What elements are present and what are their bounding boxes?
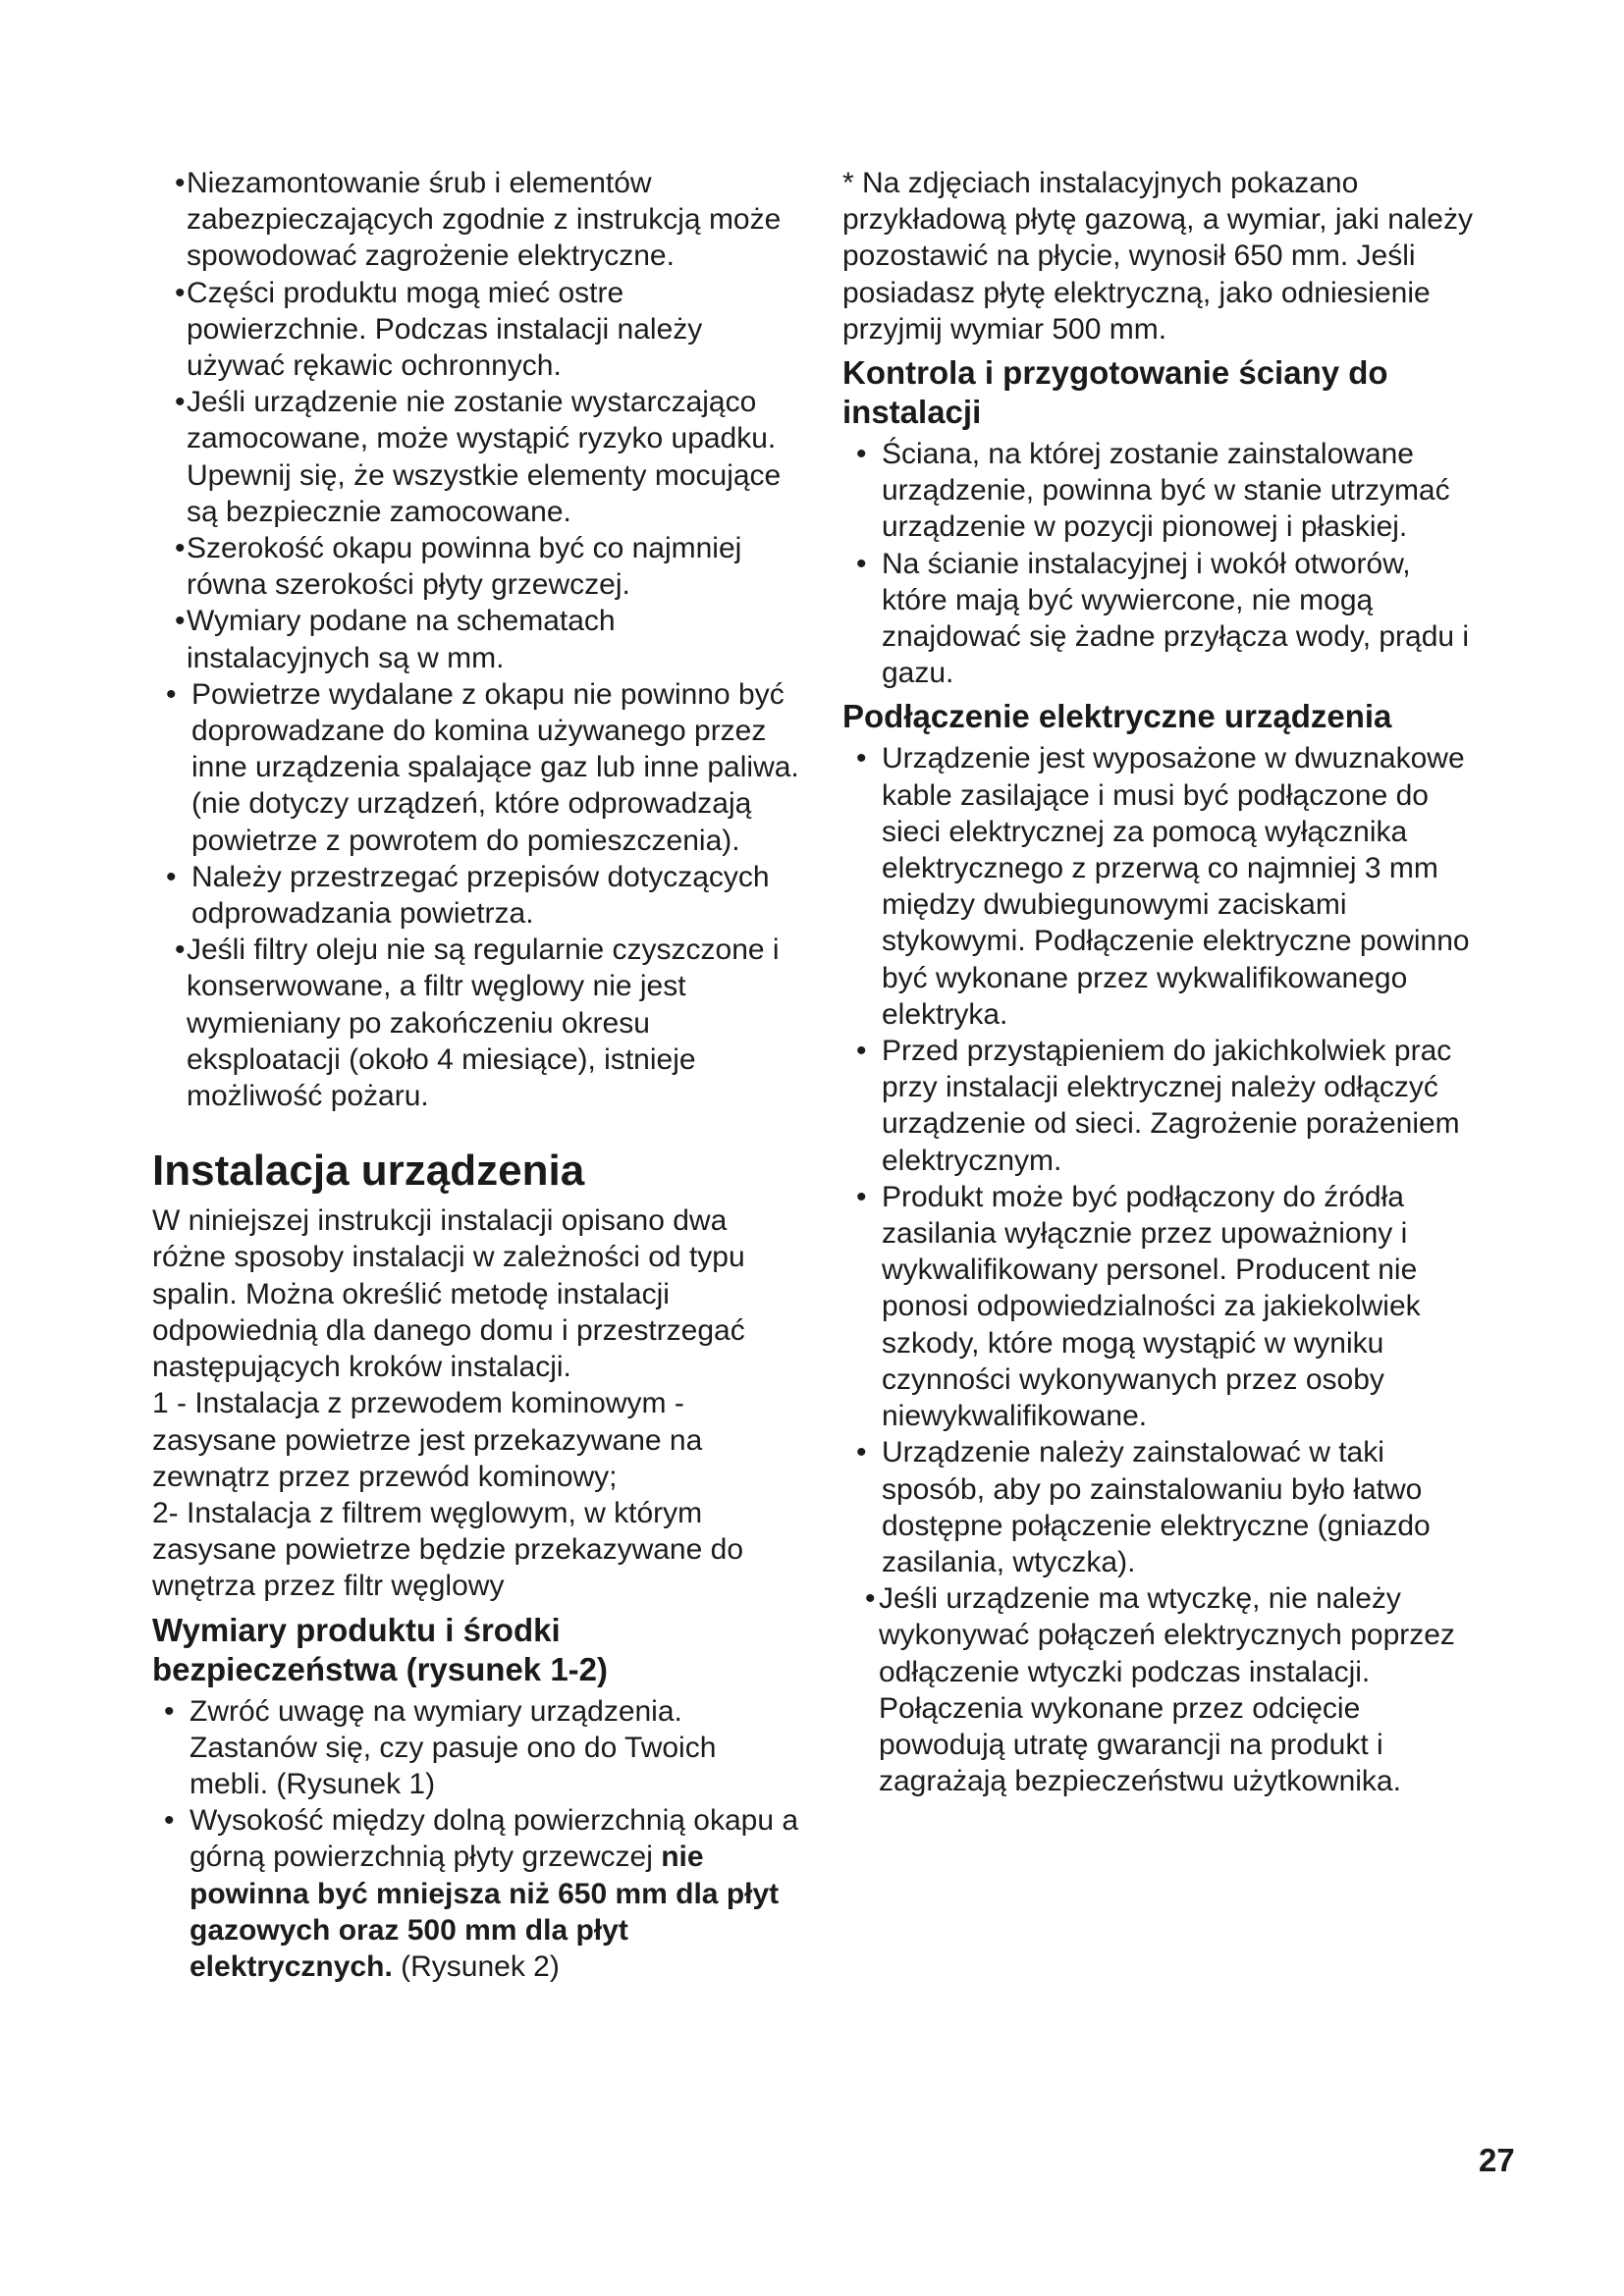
wall-item: • Ściana, na której zostanie zainstalowane urządzenie, powinna być w stanie utrzymać urządzenie w pozycji pionowej i płaskiej. xyxy=(856,438,1450,544)
bullet-mark: • xyxy=(856,1035,867,1068)
electrical-item: • Urządzenie należy zainstalować w taki sposób, aby po zainstalowaniu było łatwo dostępne połączenie elektryczne (gniazdo zasilania, wtyczka). xyxy=(856,1436,1431,1578)
left-column xyxy=(152,165,800,1985)
safety-item: • Powietrze wydalane z okapu nie powinno być doprowadzane do komina używanego przez inne urządzenia spalające gaz lub inne paliwa. (nie dotyczy urządzeń, które odprowadzają powietrze z powrotem do pomieszczenia). xyxy=(166,677,799,857)
bullet-mark: • xyxy=(175,532,186,565)
dimensions-bold-text: nie powinna być mniejsza niż 650 mm dla płyt gazowych oraz 500 mm dla płyt elektrycznych. xyxy=(189,1841,780,1983)
electrical-item: • Urządzenie jest wyposażone w dwuznakowe kable zasilające i musi być podłączone do sieci elektrycznej za pomocą wyłącznika elektrycznego z przerwą co najmniej 3 mm między dwubiegunowymi zaciskami stykowymi. Podłączenie elektryczne powinno być wykonane przez wykwalifikowanego elektryka. xyxy=(856,742,1470,1031)
safety-item: •Jeśli urządzenie nie zostanie wystarczająco zamocowane, może wystąpić ryzyko upadku. Upewnij się, że wszystkie elementy mocujące są bezpiecznie zamocowane. xyxy=(175,386,782,528)
install-option-2: 2- Instalacja z filtrem węglowym, w którym zasysane powietrze będzie przekazywane do wnętrza przez filtr węglowy xyxy=(152,1496,744,1603)
page-number: 27 xyxy=(1479,2142,1515,2178)
right-column xyxy=(842,165,1481,1799)
electrical-item: • Przed przystąpieniem do jakichkolwiek prac przy instalacji elektrycznej należy odłączyć urządzenie od sieci. Zagrożenie porażeniem elektrycznym. xyxy=(856,1035,1460,1177)
photo-note: * Na zdjęciach instalacyjnych pokazano przykładową płytę gazową, a wymiar, jaki należy pozostawić na płycie, wynosił 650 mm. Jeśli posiadasz płytę elektryczną, jako odniesienie przyjmij wymiar 500 mm. xyxy=(842,167,1473,346)
install-intro: W niniejszej instrukcji instalacji opisano dwa różne sposoby instalacji w zależności od typu spalin. Można określić metodę instalacji odpowiednią dla danego domu i przestrzegać następujących kroków instalacji. xyxy=(152,1204,745,1384)
safety-item: •Jeśli filtry oleju nie są regularnie czyszczone i konserwowane, a filtr węglowy nie jest wymieniany po zakończeniu okresu eksploatacji (około 4 miesiące), istnieje możliwość pożaru. xyxy=(175,934,780,1113)
bullet-mark: • xyxy=(164,1694,175,1728)
wall-heading: Kontrola i przygotowanie ściany do instalacji xyxy=(842,354,1388,431)
dimensions-heading: Wymiary produktu i środki bezpieczeństwa (rysunek 1-2) xyxy=(152,1611,608,1687)
bullet-mark: • xyxy=(865,1582,876,1616)
safety-item: •Szerokość okapu powinna być co najmniej równa szerokości płyty grzewczej. xyxy=(175,532,742,602)
safety-item: •Wymiary podane na schematach instalacyjnych są w mm. xyxy=(175,605,616,674)
wall-item: • Na ścianie instalacyjnej i wokół otworów, które mają być wywiercone, nie mogą znajdować się żadne przyłącza wody, prądu i gazu. xyxy=(856,547,1470,690)
safety-item: •Niezamontowanie śrub i elementów zabezpieczających zgodnie z instrukcją może spowodować zagrożenie elektryczne. xyxy=(175,167,782,273)
bullet-mark: • xyxy=(175,386,186,419)
safety-item: • Należy przestrzegać przepisów dotyczących odprowadzania powietrza. xyxy=(166,860,770,931)
electrical-list xyxy=(842,740,1481,1799)
bullet-mark: • xyxy=(166,677,177,711)
bullet-mark: • xyxy=(856,547,867,580)
safety-item: •Części produktu mogą mieć ostre powierzchnie. Podczas instalacji należy używać rękawic ochronnych. xyxy=(175,276,703,383)
bullet-mark: • xyxy=(175,605,186,638)
bullet-mark: • xyxy=(175,167,186,199)
bullet-mark: • xyxy=(856,438,867,471)
install-heading: Instalacja urządzenia xyxy=(152,1147,585,1196)
bullet-mark: • xyxy=(856,742,867,775)
bullet-mark: • xyxy=(856,1436,867,1469)
bullet-mark: • xyxy=(175,934,186,967)
install-option-1: 1 - Instalacja z przewodem kominowym - zasysane powietrze jest przekazywane na zewnątrz przez przewód kominowy; xyxy=(152,1387,703,1493)
dimensions-list xyxy=(152,1693,800,1986)
bullet-mark: • xyxy=(175,276,186,309)
wall-list xyxy=(842,436,1481,691)
bullet-mark: • xyxy=(856,1180,867,1213)
dimensions-item: • Zwróć uwagę na wymiary urządzenia. Zastanów się, czy pasuje ono do Twoich mebli. (Rysunek 1) xyxy=(164,1694,717,1800)
bullet-mark: • xyxy=(166,860,177,893)
electrical-item: • Jeśli urządzenie ma wtyczkę, nie należy wykonywać połączeń elektrycznych poprzez odłączenie wtyczki podczas instalacji. Połączenia wykonane przez odcięcie powodują utratę gwarancji na produkt i zagrażają bezpieczeństwu użytkownika. xyxy=(865,1582,1455,1798)
bullet-mark: • xyxy=(164,1804,175,1838)
dimensions-item: • Wysokość między dolną powierzchnią okapu a górną powierzchnią płyty grzewczej nie powinna być mniejsza niż 650 mm dla płyt gazowych oraz 500 mm dla płyt elektrycznych. (Rysunek 2) xyxy=(164,1804,799,1983)
electrical-item: • Produkt może być podłączony do źródła zasilania wyłącznie przez upoważniony i wykwalifikowany personel. Producent nie ponosi odpowiedzialności za jakiekolwiek szkody, które mogą wystąpić w wyniku czynności wykonywanych przez osoby niewykwalifikowane. xyxy=(856,1180,1421,1433)
electrical-heading: Podłączenie elektryczne urządzenia xyxy=(842,698,1392,735)
safety-list xyxy=(152,165,800,1114)
